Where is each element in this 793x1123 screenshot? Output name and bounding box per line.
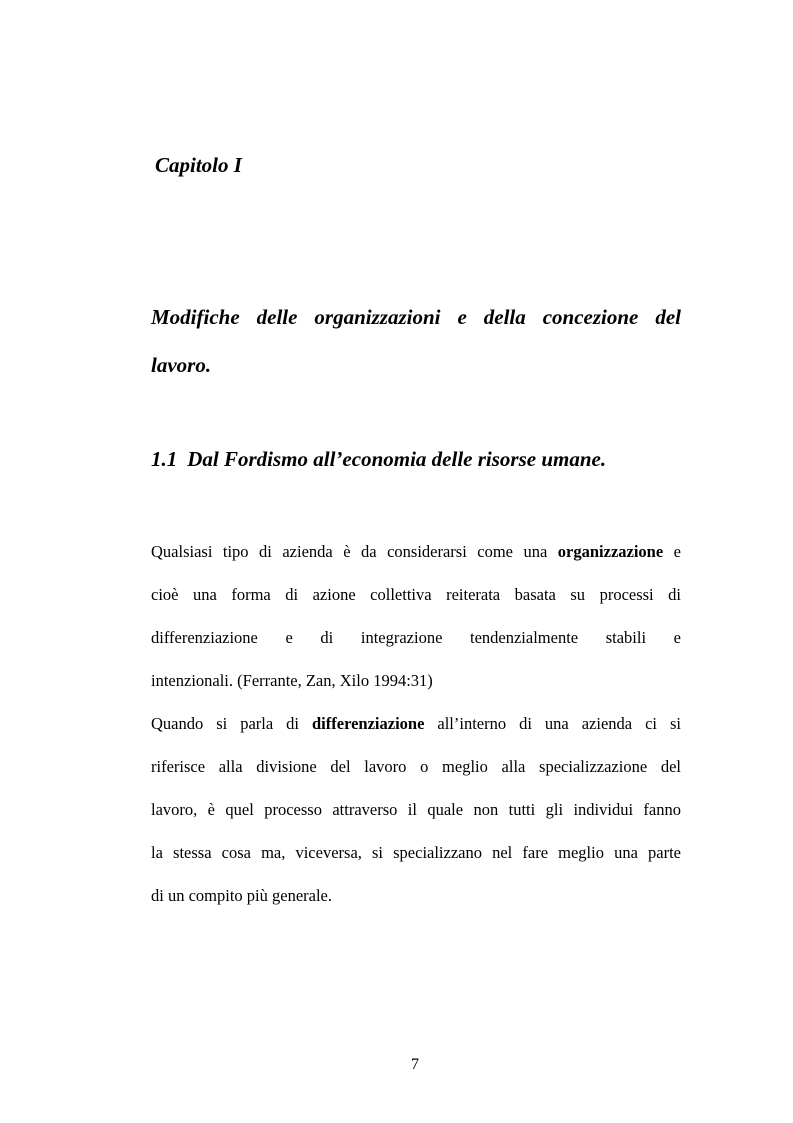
bold-term-organizzazione: organizzazione [557, 542, 664, 561]
text-line: lavoro, è quel processo attraverso il quale non tutti gli individui fanno [151, 800, 681, 819]
section-title [151, 444, 606, 474]
text-line: differenziazione e di integrazione tendenzialmente stabili e [151, 628, 681, 647]
text-run: Qualsiasi tipo di azienda è da considerarsi come una [151, 542, 558, 561]
text-run: Quando si parla di [151, 714, 312, 733]
text-line: riferisce alla divisione del lavoro o meglio alla specializzazione del [151, 757, 681, 776]
paragraph-1 [151, 530, 681, 702]
text-line [151, 530, 681, 573]
main-title-line-2: lavoro. [151, 353, 212, 377]
section-title-text: Dal Fordismo all’economia delle risorse umane. [187, 447, 607, 471]
chapter-title: Capitolo I [155, 153, 242, 177]
section-number: 1.1 [151, 447, 178, 471]
main-title-line-1: Modifiche delle organizzazioni e della concezione del [151, 305, 681, 329]
body-text [151, 530, 681, 917]
paragraph-2 [151, 702, 681, 917]
text-run: all’interno di una azienda ci si [424, 714, 681, 733]
text-line: di un compito più generale. [151, 886, 332, 905]
text-line [151, 702, 681, 745]
text-line: cioè una forma di azione collettiva reiterata basata su processi di [151, 585, 681, 604]
main-title [151, 293, 681, 389]
page-number: 7 [411, 1056, 419, 1073]
text-run: e [663, 542, 681, 561]
text-line: intenzionali. (Ferrante, Zan, Xilo 1994:31) [151, 671, 433, 690]
text-line: la stessa cosa ma, viceversa, si specializzano nel fare meglio una parte [151, 843, 681, 862]
bold-term-differenziazione: differenziazione [312, 714, 425, 733]
